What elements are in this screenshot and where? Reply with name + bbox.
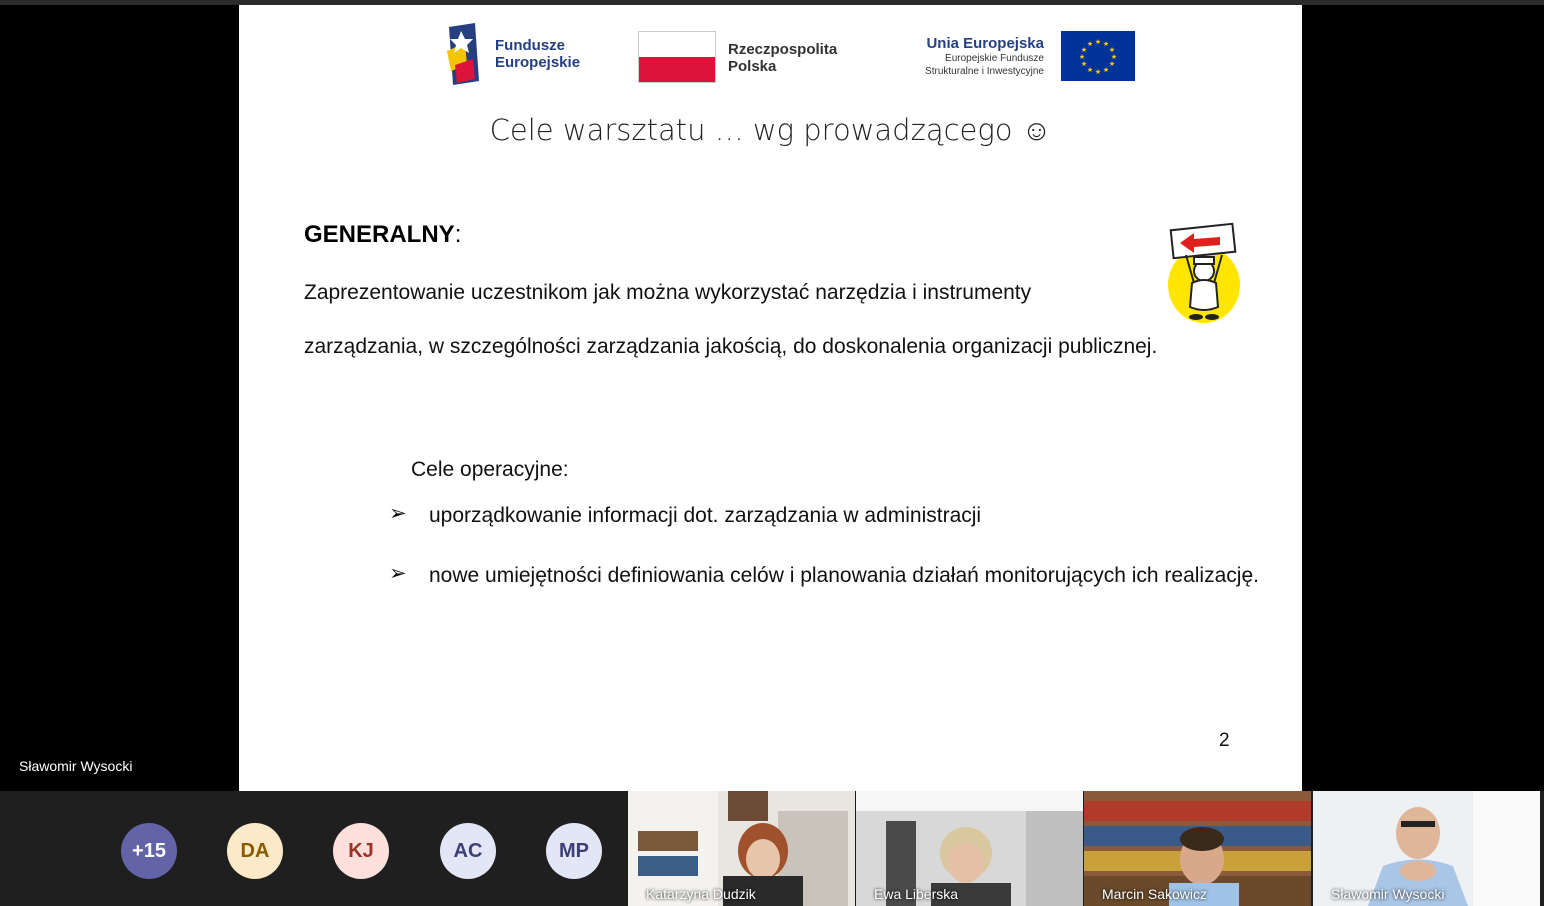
- svg-text:★: ★: [1080, 46, 1088, 54]
- bullet-text: uporządkowanie informacji dot. zarządzania w administracji: [429, 504, 982, 527]
- bullet-text: nowe umiejętności definiowania celów i planowania działań monitorujących ich realizację.: [429, 564, 1259, 587]
- fundusze-europejskie-text: Fundusze Europejskie: [495, 37, 581, 71]
- svg-text:★: ★: [1094, 38, 1102, 46]
- eu-flag-icon: [1061, 31, 1135, 81]
- participants-strip: [0, 791, 1544, 906]
- slide-title: Cele warsztatu … wg prowadzącego ☺: [489, 113, 1052, 147]
- participant-name: Katarzyna Dudzik: [646, 886, 756, 902]
- participant-avatar-mp[interactable]: MP: [546, 823, 602, 879]
- ue-title: Unia Europejska: [926, 35, 1044, 52]
- svg-text:★: ★: [1086, 66, 1094, 74]
- svg-text:★: ★: [1108, 46, 1116, 54]
- participant-name: Ewa Liberska: [874, 886, 959, 902]
- participant-avatar-kj[interactable]: KJ: [333, 823, 389, 879]
- fundusze-europejskie-logo-icon: [445, 21, 481, 87]
- video-tile-marcin-sakowicz[interactable]: [1084, 791, 1311, 906]
- presenter-name-label: Sławomir Wysocki: [19, 758, 133, 774]
- operational-goals-heading: Cele operacyjne:: [411, 458, 569, 481]
- general-text-line-1: Zaprezentowanie uczestnikom jak można wykorzystać narzędzia i instrumenty: [304, 281, 1032, 304]
- svg-text:★: ★: [1094, 68, 1102, 76]
- svg-text:★: ★: [1102, 40, 1110, 48]
- arrow-bullet-icon: ➢: [389, 562, 407, 585]
- arrow-bullet-icon: ➢: [389, 502, 407, 525]
- general-heading: [304, 221, 461, 249]
- funding-logos-bar: [439, 17, 1139, 97]
- svg-text:★: ★: [1080, 60, 1088, 68]
- more-participants-button[interactable]: +15: [121, 823, 177, 879]
- video-tile-ewa-liberska[interactable]: [856, 791, 1083, 906]
- participant-avatar-da[interactable]: DA: [227, 823, 283, 879]
- svg-text:★: ★: [1110, 53, 1118, 61]
- participant-name: Marcin Sakowicz: [1102, 886, 1208, 902]
- general-text-line-2: zarządzania, w szczególności zarządzania jakością, do doskonalenia organizacji publicznej.: [304, 335, 1158, 358]
- slide-page-number: 2: [1219, 730, 1230, 751]
- svg-text:★: ★: [1078, 53, 1086, 61]
- svg-text:★: ★: [1108, 60, 1116, 68]
- general-colon: :: [454, 221, 462, 248]
- svg-text:★: ★: [1102, 66, 1110, 74]
- video-tile-katarzyna-dudzik[interactable]: [628, 791, 855, 906]
- general-label: GENERALNY: [304, 221, 455, 248]
- ue-sub-1: Europejskie Fundusze: [945, 53, 1044, 64]
- participant-avatar-ac[interactable]: AC: [440, 823, 496, 879]
- mascot-sign-icon: [1164, 217, 1244, 327]
- ue-sub-2: Strukturalne i Inwestycyjne: [925, 66, 1044, 77]
- participant-name: Sławomir Wysocki: [1331, 886, 1445, 902]
- rzeczpospolita-polska-text: Rzeczpospolita Polska: [728, 41, 838, 75]
- presentation-slide: [239, 5, 1302, 791]
- unia-europejska-text: [879, 35, 1044, 78]
- polish-flag-icon: [638, 31, 716, 83]
- video-tile-slawomir-wysocki[interactable]: [1313, 791, 1540, 906]
- svg-text:★: ★: [1086, 40, 1094, 48]
